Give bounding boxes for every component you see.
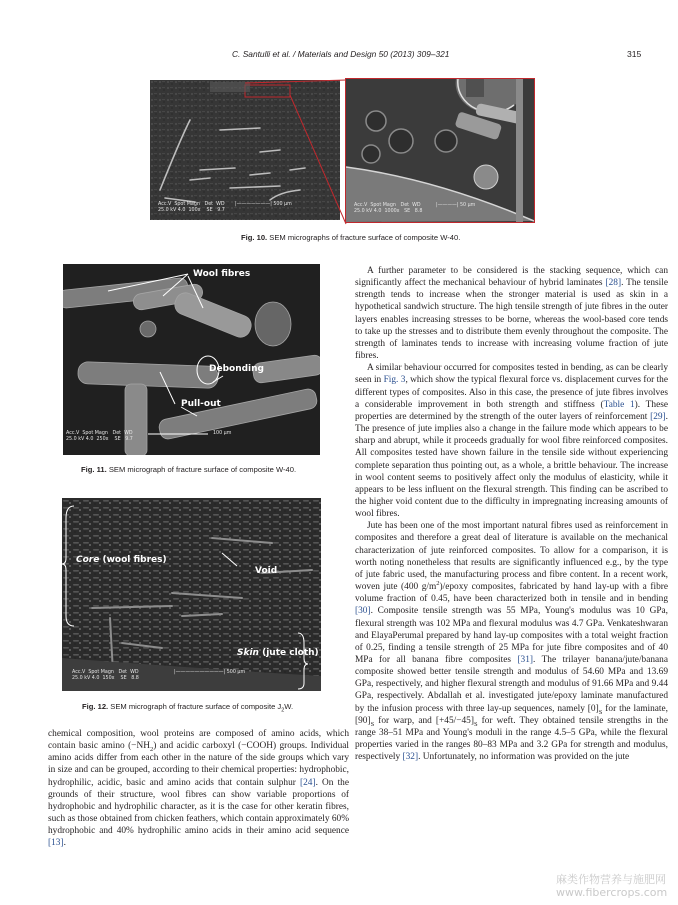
right-column-text <box>355 265 668 763</box>
fig11-micrograph <box>63 264 320 455</box>
citation-link[interactable]: [30] <box>355 606 371 617</box>
sem-metadata: Acc.V Spot Magn Det WD 25.0 kV 4.0 1000x SE 8.8 <box>354 203 423 214</box>
annotation-core: Core (wool fibres) <box>76 555 167 565</box>
citation-link[interactable]: [29] <box>650 411 666 422</box>
annotation-pull-out: Pull-out <box>181 399 221 409</box>
watermark: 麻类作物营养与施肥网 www.fibercrops.com <box>556 873 668 899</box>
sem-metadata: Acc.V Spot Magn Det WD 25.0 kV 4.0 250x SE 9.7 <box>66 431 133 442</box>
running-header <box>0 49 678 63</box>
paragraph: chemical composition, wool proteins are composed of amino acids, which contain basic amino $(-NH_2)$ and acidic carboxyl (−COOH) groups. Individual amino acids differ from each other in the nature of the side groups which vary in size and can be grouped, according to their chemical properties: hydrophobic, hydrophilic, acidic, basic and amino acids that contain sulphur [24]. On the grounds of their structure, wool fibres can show variable proportions of hydrophobic and hydrophilic character, as it is the case for other keratin fibres, such as those obtained from chicken feathers, which contain approximately 60% hydrophobic and 40% hydrophilic amino acids in their amino acid sequence [13]. <box>48 729 350 849</box>
figure-link[interactable]: Fig. 3 <box>383 375 406 386</box>
zoom-connector-lines <box>240 78 350 228</box>
fig11-caption: Fig. 11. SEM micrograph of fracture surface of composite W-40. <box>81 465 297 474</box>
sem-texture <box>346 79 534 222</box>
sem-texture <box>63 264 320 455</box>
scale-bar: 100 μm <box>213 431 232 436</box>
annotation-skin: Skin (jute cloth) <box>237 648 319 658</box>
sem-metadata: Acc.V Spot Magn Det WD 25.0 kV 4.0 100x SE 9.7 <box>158 202 225 213</box>
scale-bar: |———————| 500 μm <box>235 202 292 207</box>
citation-link[interactable]: [24] <box>300 777 316 788</box>
annotation-void: Void <box>255 566 278 576</box>
paragraph: A further parameter to be considered is the stacking sequence, which can significantly affect the mechanical behaviour of hybrid laminates [28]. The tensile strength tends to increase when the stronger material is used as skin in a hypothetical sandwich structure. The high tensile strength of jute fibres in the outer layers enables increasing stresses to be borne, whereas the wool-based core tends to take up the stresses and to distribute them evenly throughout the composite. The strength of laminates tends to increase with increasing volume fraction of jute fibres. <box>355 266 668 362</box>
citation-link[interactable]: [31] <box>517 655 534 665</box>
paragraph: A similar behaviour occurred for composites tested in bending, as can be clearly seen in Fig. 3, which show the typical flexural force vs. displacement curves for the different types of composites. Also in this case, the presence of jute fibres involves a considerable improvement in both strength and stiffness (Table 1). These properties are determined by the strength of the outer layers of reinforcement [29]. The presence of jute implies also a change in the failure mode which appears to be sharp and abrupt, while it proceeds gradually for wool fibre reinforced composites. All composites tested have shown failure in the tensile side without experiencing complete separation thus pointing out, as a whole, a brittle behaviour. The increase in wool content seems to positively affect only the modulus of elasticity, while it appears to be less influent on the flexural strength. This finding can be ascribed to the higher void content due to the difficulty in impregnating increasing amounts of wool fibres. <box>355 363 668 520</box>
fig12-caption: Fig. 12. SEM micrograph of fracture surface of composite $J_2W$. <box>82 702 294 714</box>
fig10-caption: Fig. 10. SEM micrographs of fracture surface of composite W-40. <box>241 233 461 242</box>
table-link[interactable]: Table 1 <box>603 399 635 410</box>
sem-metadata: Acc.V Spot Magn Det WD 25.0 kV 4.0 150x SE 8.8 <box>72 670 139 681</box>
fig10-micrograph-right <box>346 79 534 222</box>
journal-citation: C. Santulli et al. / Materials and Design 50 (2013) 309–321 <box>232 49 450 59</box>
annotation-wool-fibres: Wool fibres <box>193 269 251 279</box>
scale-bar: |——————————| 500 μm <box>174 670 246 675</box>
annotation-debonding: Debonding <box>209 364 264 374</box>
left-column-text <box>48 728 349 850</box>
citation-link[interactable]: [28] <box>605 278 622 289</box>
paragraph: Jute has been one of the most important natural fibres used as reinforcement in composites and therefore a great deal of literature is available on the mechanical characterization of jute reinforced composites. To allow for a comparison, it is worth noting nonetheless that results are significantly influenced e.g., by the type of jute fabric used, the manufacturing process and fibre content. In a recent work, woven jute (400 $g/m^2$)/epoxy composites, fabricated by hand lay-up with a fibre volume fraction of 0.45, have been characterized both in tensile and in bending [30]. Composite tensile strength was 55 MPa, Young's modulus was 10 GPa, flexural strength was 102 MPa and flexural modulus was 4.7 GPa. Venkateshwaran and ElayaPerumal prepared by hand lay-up composites with a total weight fraction of 0.25, finding a tensile strength of 25 MPa for jute fibre composites and of 40 MPa for all banana fibre composites [31]. The trilayer banana/jute/banana composite showed better tensile strength and modulus of 54.60 MPa and 13.69 GPa, respectively, and higher flexural strength and modulus of 91.66 MPa and 9.44 GPa, respectively. Abdallah et al. investigated jute/epoxy laminate manufactured by the infusion process with three lay-up sequences, namely $[0]_S$ for the laminate, $[90]_S$ for warp, and $[+45/-45]_S$ for weft. They obtained tensile strengths in the range 38–51 MPa and Young's moduli in the range 4.5–5 GPa, while the flexural properties varied in the ranges 80–83 MPa and 3.2 GPa for strength and modulus, respectively [32]. Unfortunately, no information was provided on the jute <box>355 521 669 763</box>
page-number: 315 <box>627 49 642 59</box>
citation-link[interactable]: [32] <box>402 752 419 763</box>
fig12-micrograph <box>62 498 321 691</box>
sem-texture <box>62 498 321 691</box>
citation-link[interactable]: [13] <box>48 838 64 849</box>
scale-bar: |————| 50 μm <box>436 203 476 208</box>
